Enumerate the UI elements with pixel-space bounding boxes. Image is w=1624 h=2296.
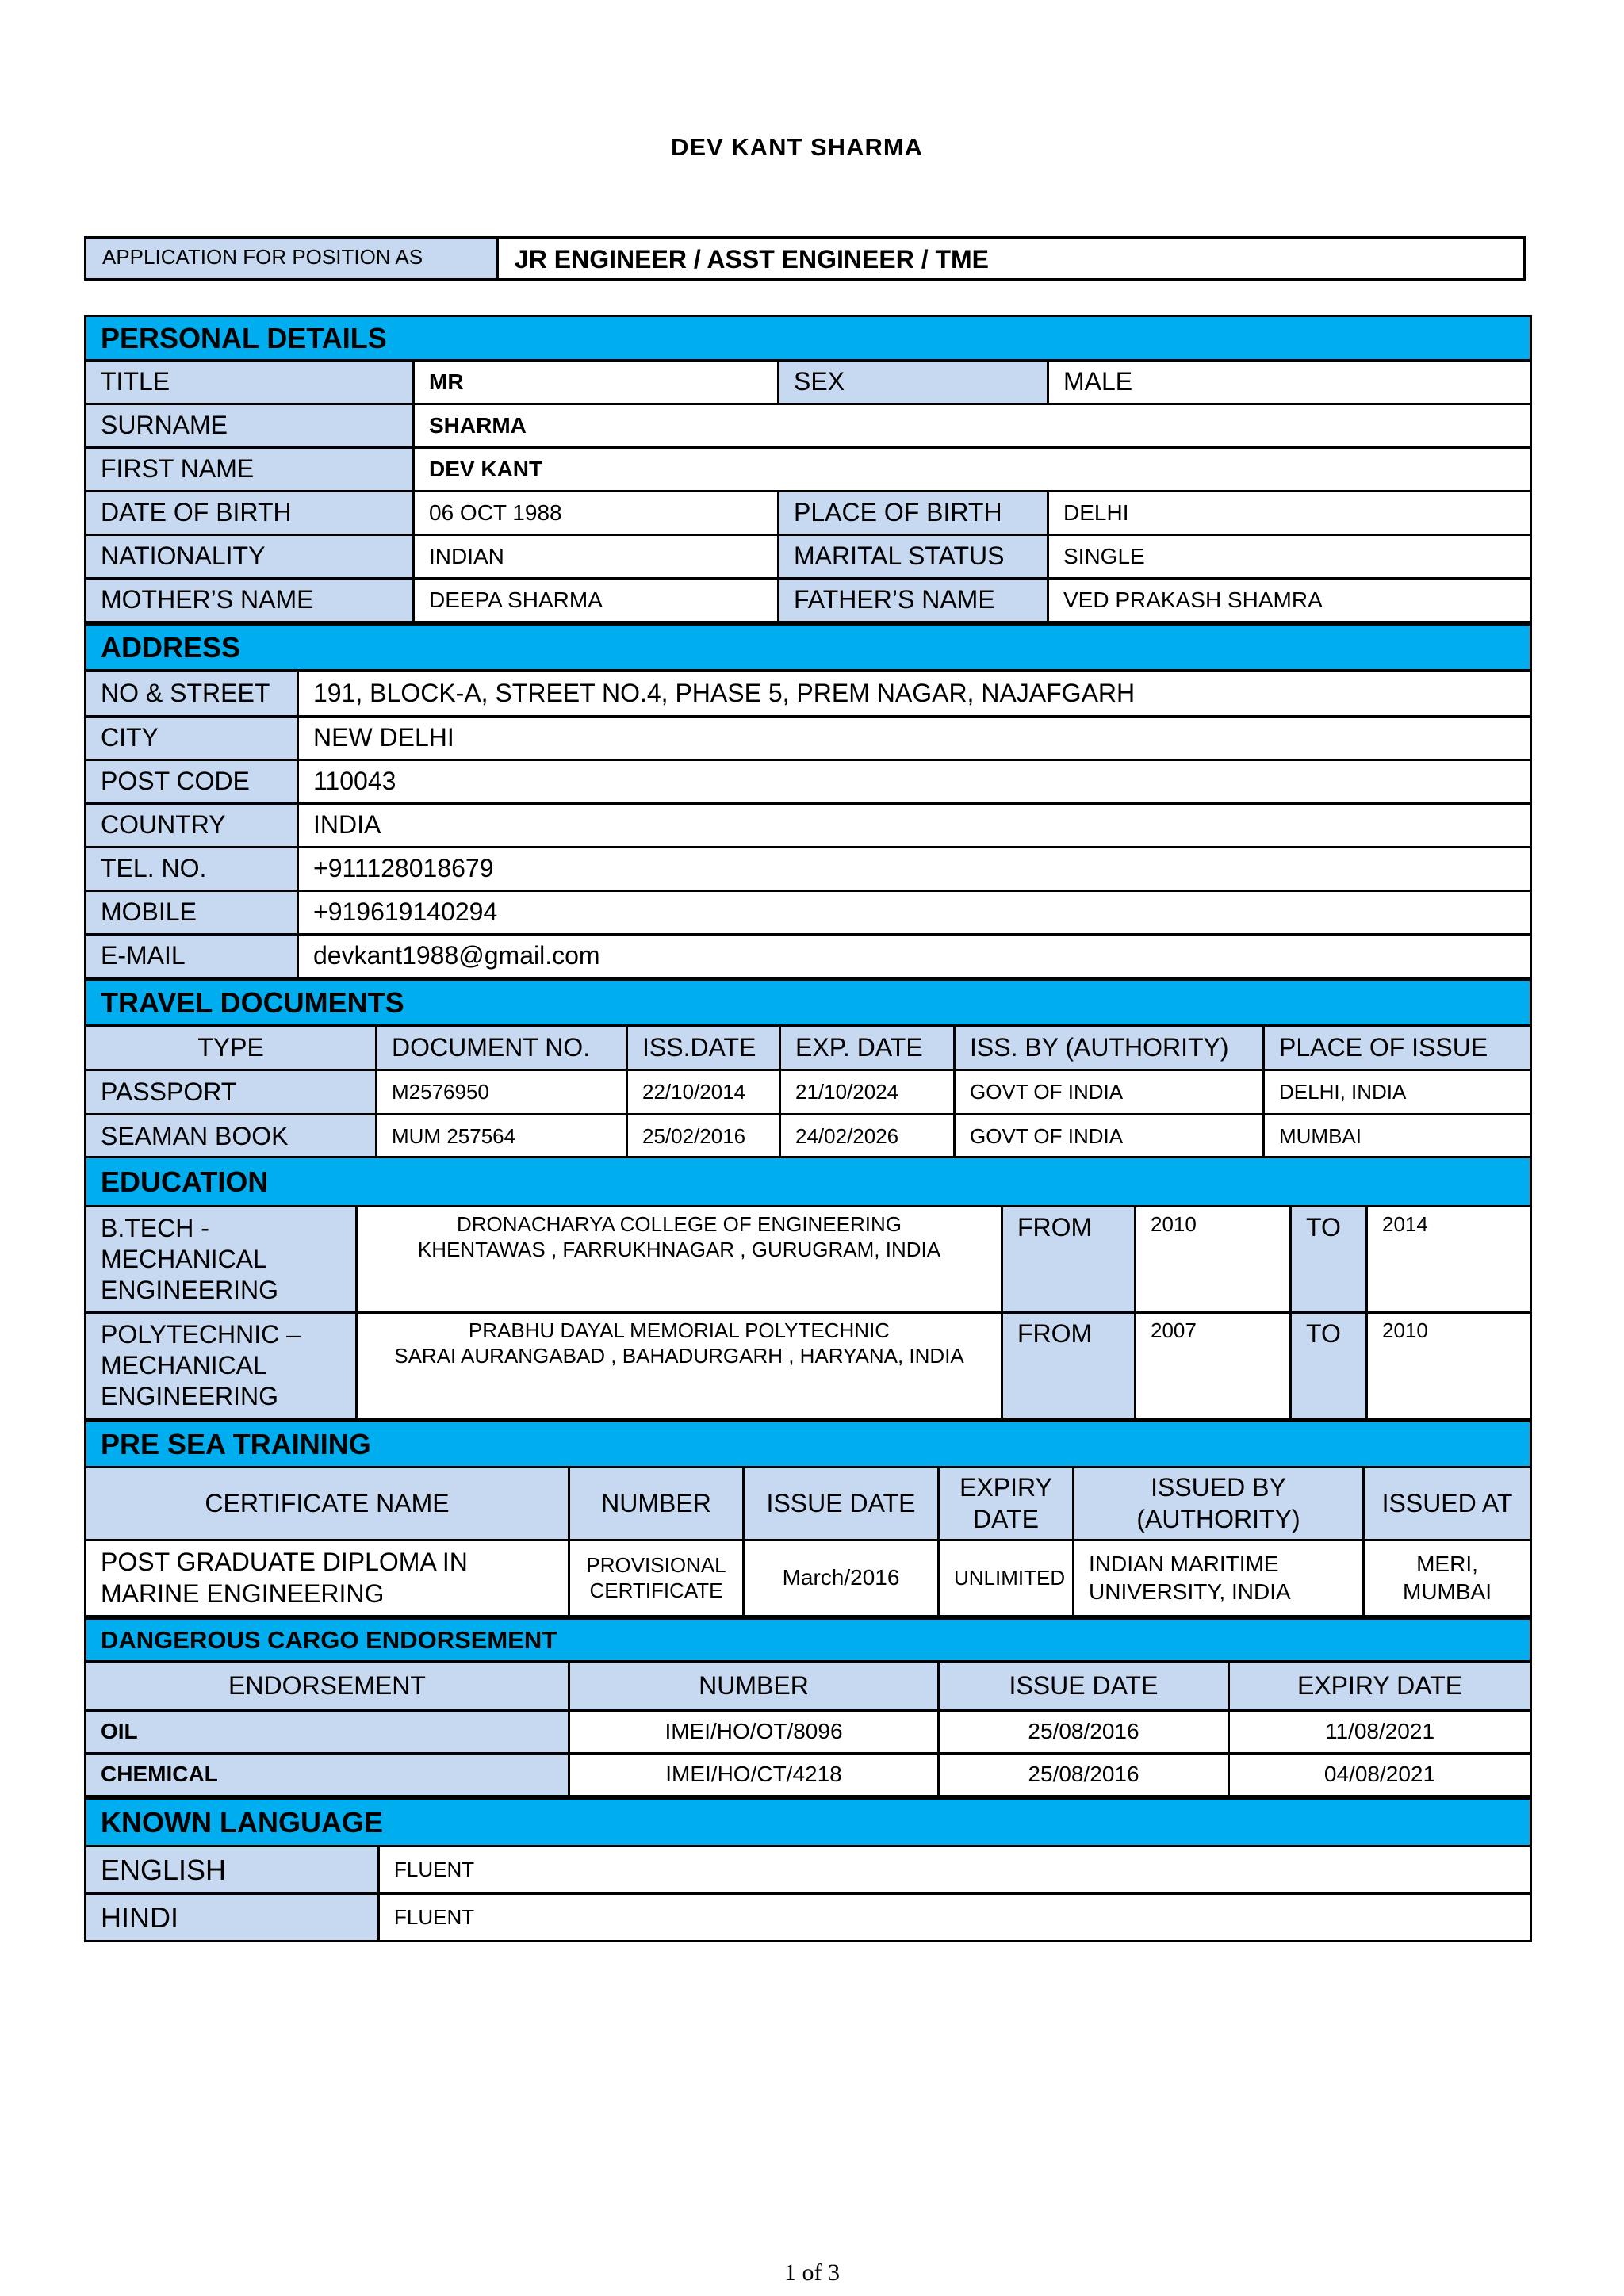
from-label: FROM: [1002, 1313, 1136, 1419]
table-row: [86, 1540, 1531, 1617]
language-row: [86, 1846, 1531, 1894]
table-cell: GOVT OF INDIA: [955, 1070, 1264, 1115]
table-cell: 22/10/2014: [627, 1070, 780, 1115]
travel-header-cell: ISS. BY (AUTHORITY): [955, 1026, 1264, 1070]
education-row: [86, 1207, 1531, 1313]
presea-header-cell: EXPIRY DATE: [939, 1468, 1074, 1540]
language-name: HINDI: [86, 1894, 379, 1942]
travel-header-cell: EXP. DATE: [780, 1026, 955, 1070]
address-row: [86, 760, 1531, 804]
table-cell: PASSPORT: [86, 1070, 377, 1115]
table-cell: 24/02/2026: [780, 1115, 955, 1159]
presea-heading: PRE SEA TRAINING: [86, 1422, 1531, 1468]
address-value: 110043: [298, 760, 1531, 804]
application-label: APPLICATION FOR POSITION AS: [86, 239, 499, 278]
education-course: B.TECH - MECHANICAL ENGINEERING: [86, 1207, 357, 1313]
dangerous-header-cell: EXPIRY DATE: [1229, 1662, 1531, 1711]
education-institute: [357, 1207, 1002, 1313]
table-cell: IMEI/HO/CT/4218: [569, 1754, 939, 1797]
institute-name: DRONACHARYA COLLEGE OF ENGINEERING: [456, 1212, 902, 1236]
to-label: TO: [1291, 1313, 1367, 1419]
address-row: [86, 671, 1531, 717]
language-name: ENGLISH: [86, 1846, 379, 1894]
travel-header-cell: DOCUMENT NO.: [377, 1026, 627, 1070]
address-row: [86, 891, 1531, 935]
certificate-number: PROVISIONAL CERTIFICATE: [569, 1540, 744, 1617]
presea-header-cell: ISSUE DATE: [744, 1468, 939, 1540]
certificate-issue-date: March/2016: [744, 1540, 939, 1617]
personal-details-heading: PERSONAL DETAILS: [86, 316, 1531, 361]
table-row: [86, 1070, 1531, 1115]
language-level: FLUENT: [379, 1894, 1531, 1942]
father-value: VED PRAKASH SHAMRA: [1048, 579, 1531, 622]
travel-header-cell: PLACE OF ISSUE: [1264, 1026, 1531, 1070]
sex-label: SEX: [779, 361, 1048, 404]
pob-value: DELHI: [1048, 492, 1531, 535]
surname-label: SURNAME: [86, 404, 414, 448]
travel-header-cell: ISS.DATE: [627, 1026, 780, 1070]
to-year: 2010: [1367, 1313, 1531, 1419]
address-heading: ADDRESS: [86, 625, 1531, 671]
table-row: [86, 1711, 1531, 1754]
address-row: [86, 935, 1531, 978]
personal-address-section: [84, 315, 1532, 979]
mother-label: MOTHER’S NAME: [86, 579, 414, 622]
personal-details-table: [84, 315, 1532, 623]
table-cell: GOVT OF INDIA: [955, 1115, 1264, 1159]
known-language-table: [84, 1797, 1532, 1942]
travel-documents-table: [84, 978, 1532, 1160]
marital-label: MARITAL STATUS: [779, 535, 1048, 579]
to-year: 2014: [1367, 1207, 1531, 1313]
table-cell: 11/08/2021: [1229, 1711, 1531, 1754]
address-label: TEL. NO.: [86, 848, 298, 891]
education-row: [86, 1313, 1531, 1419]
pre-sea-training-table: [84, 1420, 1532, 1617]
document-title: DEV KANT SHARMA: [670, 133, 924, 161]
address-label: CITY: [86, 717, 298, 760]
institute-location: SARAI AURANGABAD , BAHADURGARH , HARYANA, INDIA: [394, 1343, 964, 1368]
application-position: [84, 236, 1526, 281]
from-label: FROM: [1002, 1207, 1136, 1313]
education-course: POLYTECHNIC – MECHANICAL ENGINEERING: [86, 1313, 357, 1419]
address-row: [86, 804, 1531, 848]
certificate-expiry: UNLIMITED: [939, 1540, 1074, 1617]
table-cell: IMEI/HO/OT/8096: [569, 1711, 939, 1754]
nationality-value: INDIAN: [414, 535, 779, 579]
language-heading: KNOWN LANGUAGE: [86, 1799, 1531, 1846]
dangerous-header-cell: ENDORSEMENT: [86, 1662, 569, 1711]
endorsement-name: CHEMICAL: [86, 1754, 569, 1797]
certificate-authority: INDIAN MARITIME UNIVERSITY, INDIA: [1074, 1540, 1364, 1617]
address-label: MOBILE: [86, 891, 298, 935]
dob-value: 06 OCT 1988: [414, 492, 779, 535]
language-row: [86, 1894, 1531, 1942]
from-year: 2010: [1136, 1207, 1291, 1313]
institute-location: KHENTAWAS , FARRUKHNAGAR , GURUGRAM, INDIA: [417, 1237, 941, 1261]
address-value: 191, BLOCK-A, STREET NO.4, PHASE 5, PREM NAGAR, NAJAFGARH: [298, 671, 1531, 717]
address-value: NEW DELHI: [298, 717, 1531, 760]
dangerous-heading: DANGEROUS CARGO ENDORSEMENT: [86, 1619, 1531, 1662]
table-cell: 25/08/2016: [939, 1711, 1229, 1754]
presea-header-cell: NUMBER: [569, 1468, 744, 1540]
table-cell: 21/10/2024: [780, 1070, 955, 1115]
certificate-issued-at: MERI, MUMBAI: [1364, 1540, 1531, 1617]
nationality-label: NATIONALITY: [86, 535, 414, 579]
father-label: FATHER’S NAME: [779, 579, 1048, 622]
table-cell: MUMBAI: [1264, 1115, 1531, 1159]
dob-label: DATE OF BIRTH: [86, 492, 414, 535]
page-number: 1 of 3: [784, 2260, 840, 2286]
institute-name: PRABHU DAYAL MEMORIAL POLYTECHNIC: [468, 1318, 891, 1342]
address-table: [84, 623, 1532, 979]
table-cell: DELHI, INDIA: [1264, 1070, 1531, 1115]
dangerous-header-cell: ISSUE DATE: [939, 1662, 1229, 1711]
surname-value: SHARMA: [414, 404, 1531, 448]
application-value: JR ENGINEER / ASST ENGINEER / TME: [515, 245, 990, 274]
address-value: devkant1988@gmail.com: [298, 935, 1531, 978]
table-cell: SEAMAN BOOK: [86, 1115, 377, 1159]
sex-value: MALE: [1048, 361, 1531, 404]
table-cell: MUM 257564: [377, 1115, 627, 1159]
endorsement-name: OIL: [86, 1711, 569, 1754]
presea-header-cell: ISSUED BY (AUTHORITY): [1074, 1468, 1364, 1540]
address-label: NO & STREET: [86, 671, 298, 717]
travel-header-cell: TYPE: [86, 1026, 377, 1070]
table-cell: M2576950: [377, 1070, 627, 1115]
table-row: [86, 1754, 1531, 1797]
table-cell: 25/02/2016: [627, 1115, 780, 1159]
language-level: FLUENT: [379, 1846, 1531, 1894]
table-cell: 25/08/2016: [939, 1754, 1229, 1797]
from-year: 2007: [1136, 1313, 1291, 1419]
address-label: E-MAIL: [86, 935, 298, 978]
dangerous-cargo-table: [84, 1617, 1532, 1797]
pob-label: PLACE OF BIRTH: [779, 492, 1048, 535]
address-value: INDIA: [298, 804, 1531, 848]
address-label: POST CODE: [86, 760, 298, 804]
title-label: TITLE: [86, 361, 414, 404]
address-row: [86, 848, 1531, 891]
mother-value: DEEPA SHARMA: [414, 579, 779, 622]
education-table: [84, 1156, 1532, 1420]
table-row: [86, 1115, 1531, 1159]
title-value: MR: [414, 361, 779, 404]
presea-header-cell: ISSUED AT: [1364, 1468, 1531, 1540]
address-row: [86, 717, 1531, 760]
first-name-label: FIRST NAME: [86, 448, 414, 492]
address-value: +911128018679: [298, 848, 1531, 891]
marital-value: SINGLE: [1048, 535, 1531, 579]
travel-section: [84, 978, 1532, 1160]
first-name-value: DEV KANT: [414, 448, 1531, 492]
to-label: TO: [1291, 1207, 1367, 1313]
education-institute: [357, 1313, 1002, 1419]
travel-heading: TRAVEL DOCUMENTS: [86, 980, 1531, 1026]
education-heading: EDUCATION: [86, 1158, 1531, 1207]
address-label: COUNTRY: [86, 804, 298, 848]
education-section: [84, 1156, 1532, 1942]
table-cell: 04/08/2021: [1229, 1754, 1531, 1797]
dangerous-header-cell: NUMBER: [569, 1662, 939, 1711]
certificate-name: POST GRADUATE DIPLOMA IN MARINE ENGINEERING: [86, 1540, 569, 1617]
presea-header-cell: CERTIFICATE NAME: [86, 1468, 569, 1540]
address-value: +919619140294: [298, 891, 1531, 935]
